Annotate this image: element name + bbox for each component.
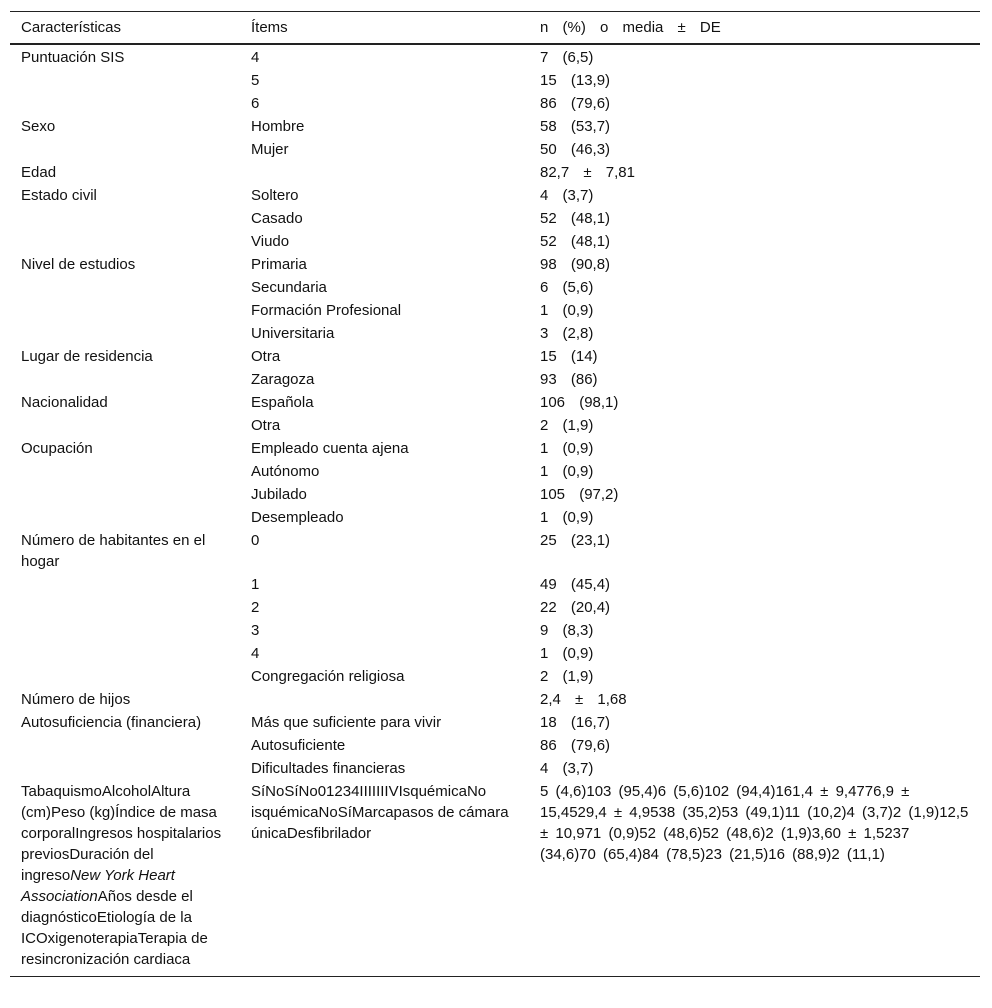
table-row — [10, 367, 980, 390]
table-row — [10, 44, 980, 68]
table-row — [10, 687, 980, 710]
cell-value: 3 (2,8) — [540, 325, 594, 342]
cell-characteristic — [10, 641, 240, 664]
cell-item: Primaria — [251, 256, 307, 273]
characteristics-table — [10, 11, 980, 977]
cell-value: 52 (48,1) — [540, 210, 611, 227]
cell-characteristic: Ocupación — [21, 440, 93, 457]
cell-value: 49 (45,4) — [540, 576, 611, 593]
cell-characteristic: Estado civil — [21, 187, 97, 204]
cell-characteristic — [10, 206, 240, 229]
cell-value: 9 (8,3) — [540, 622, 594, 639]
cell-value: 86 (79,6) — [540, 95, 611, 112]
cell-value: 1 (0,9) — [540, 645, 594, 662]
cell-item: Zaragoza — [251, 371, 315, 388]
cell-characteristic — [10, 572, 240, 595]
cell-item: 4 — [251, 49, 260, 66]
table-row — [10, 482, 980, 505]
characteristics-table-container — [10, 11, 980, 977]
cell-characteristic — [10, 482, 240, 505]
cell-item: Otra — [251, 417, 281, 434]
table-row — [10, 641, 980, 664]
table-row — [10, 390, 980, 413]
cell-value: 1 (0,9) — [540, 463, 594, 480]
table-row — [10, 459, 980, 482]
cell-value: 50 (46,3) — [540, 141, 611, 158]
cell-value: 2 (1,9) — [540, 417, 594, 434]
table-row — [10, 298, 980, 321]
table-row — [10, 505, 980, 528]
cell-item: Secundaria — [251, 279, 327, 296]
cell-characteristic — [10, 137, 240, 160]
cell-item: 3 — [251, 622, 260, 639]
cell-characteristic: Edad — [21, 164, 57, 181]
cell-characteristic — [10, 68, 240, 91]
cell-value: 86 (79,6) — [540, 737, 611, 754]
cell-value: 2,4 ± 1,68 — [540, 691, 627, 708]
cell-value: 22 (20,4) — [540, 599, 611, 616]
cell-value: 52 (48,1) — [540, 233, 611, 250]
table-row — [10, 183, 980, 206]
cell-value: 15 (13,9) — [540, 72, 611, 89]
cell-value: 15 (14) — [540, 348, 598, 365]
last-char-b: Años desde el diagnósticoEtiología de la ICOxigenoterapiaTerapia de resincronización cardiaca — [21, 888, 208, 968]
table-row — [10, 252, 980, 275]
cell-characteristic: Número de habitantes en el hogar — [21, 532, 206, 570]
cell-characteristic — [10, 595, 240, 618]
cell-item: Más que suficiente para vivir — [251, 714, 442, 731]
cell-item: 4 — [251, 645, 260, 662]
cell-item: Universitaria — [251, 325, 335, 342]
cell-characteristic — [10, 367, 240, 390]
table-row — [10, 413, 980, 436]
cell-value: 105 (97,2) — [540, 486, 619, 503]
cell-characteristic: Lugar de residencia — [21, 348, 153, 365]
table-row — [10, 160, 980, 183]
header-items: Ítems — [240, 12, 529, 45]
cell-item: 6 — [251, 95, 260, 112]
cell-value: 1 (0,9) — [540, 302, 594, 319]
cell-characteristic: Nivel de estudios — [21, 256, 136, 273]
table-row — [10, 595, 980, 618]
cell-item: Autosuficiente — [251, 737, 346, 754]
cell-value: 1 (0,9) — [540, 440, 594, 457]
cell-value: 5 (4,6)103 (95,4)6 (5,6)102 (94,4)161,4 ± 9,4776,9 ± 15,4529,4 ± 4,9538 (35,2)53 (49,1)11 (10,2)4 (3,7)2 (1,9)12,5 ± 10,971 (0,9)52 (48,6)52 (48,6)2 (1,9)3,60 ± 1,5237 (34,6)70 (65,4)84 (78,5)23 (21,5)16 (88,9)2 (11,1) — [529, 779, 980, 977]
table-row — [10, 275, 980, 298]
table-row — [10, 572, 980, 595]
last-char-italic: New York Heart Association — [21, 867, 175, 905]
cell-item: 1 — [251, 576, 260, 593]
last-char-a: TabaquismoAlcoholAltura (cm)Peso (kg)Índice de masa corporalIngresos hospitalarios previosDuración del ingreso — [21, 783, 222, 884]
cell-characteristic: Sexo — [21, 118, 56, 135]
cell-item: Otra — [251, 348, 281, 365]
table-row — [10, 114, 980, 137]
table-row — [10, 733, 980, 756]
table-row — [10, 528, 980, 572]
table-row — [10, 137, 980, 160]
cell-value: 4 (3,7) — [540, 760, 594, 777]
cell-item: Empleado cuenta ajena — [251, 440, 409, 457]
cell-characteristic — [10, 91, 240, 114]
table-row — [10, 664, 980, 687]
cell-value: 93 (86) — [540, 371, 598, 388]
cell-value: 18 (16,7) — [540, 714, 611, 731]
table-row — [10, 68, 980, 91]
header-value — [529, 12, 980, 45]
cell-value: 6 (5,6) — [540, 279, 594, 296]
table-row — [10, 756, 980, 779]
cell-item: 2 — [251, 599, 260, 616]
table-row — [10, 321, 980, 344]
cell-characteristic — [10, 664, 240, 687]
cell-item: Desempleado — [251, 509, 344, 526]
table-row — [10, 229, 980, 252]
cell-item — [240, 160, 529, 183]
cell-item: SíNoSíNo01234IIIIIIIVIsquémicaNo isquémicaNoSíMarcapasos de cámara únicaDesfibrilador — [240, 779, 529, 977]
cell-value: 2 (1,9) — [540, 668, 594, 685]
cell-item: Viudo — [251, 233, 290, 250]
table-header-row — [10, 12, 980, 45]
cell-characteristic: Autosuficiencia (financiera) — [21, 714, 202, 731]
cell-item: Dificultades financieras — [251, 760, 406, 777]
cell-item: Soltero — [251, 187, 299, 204]
cell-characteristic: Número de hijos — [21, 691, 131, 708]
cell-value: 7 (6,5) — [540, 49, 594, 66]
cell-item: 0 — [251, 532, 260, 549]
cell-item: Hombre — [251, 118, 305, 135]
table-row-last — [10, 779, 980, 977]
header-characteristics: Características — [10, 12, 240, 45]
cell-characteristic — [10, 459, 240, 482]
cell-item: Jubilado — [251, 486, 307, 503]
cell-characteristic — [10, 321, 240, 344]
table-row — [10, 710, 980, 733]
cell-characteristic — [10, 756, 240, 779]
cell-value: 58 (53,7) — [540, 118, 611, 135]
cell-characteristic — [10, 779, 240, 977]
cell-item: Española — [251, 394, 314, 411]
cell-characteristic — [10, 505, 240, 528]
table-row — [10, 344, 980, 367]
table-row — [10, 206, 980, 229]
cell-characteristic — [10, 733, 240, 756]
cell-item: Formación Profesional — [251, 302, 402, 319]
cell-item — [240, 687, 529, 710]
cell-characteristic — [10, 618, 240, 641]
table-row — [10, 436, 980, 459]
cell-item: 5 — [251, 72, 260, 89]
cell-characteristic — [10, 229, 240, 252]
cell-value: 4 (3,7) — [540, 187, 594, 204]
cell-item: Autónomo — [251, 463, 320, 480]
table-row — [10, 91, 980, 114]
cell-value: 1 (0,9) — [540, 509, 594, 526]
cell-value: 106 (98,1) — [540, 394, 619, 411]
cell-characteristic — [10, 413, 240, 436]
table-row — [10, 618, 980, 641]
cell-item: Mujer — [251, 141, 289, 158]
cell-value: 25 (23,1) — [540, 532, 611, 549]
cell-characteristic: Nacionalidad — [21, 394, 108, 411]
cell-item: Congregación religiosa — [251, 668, 405, 685]
table-body — [10, 44, 980, 977]
cell-value: 82,7 ± 7,81 — [540, 164, 635, 181]
cell-characteristic — [10, 298, 240, 321]
cell-value: 98 (90,8) — [540, 256, 611, 273]
header-value-text: n (%) o media ± DE — [540, 18, 721, 36]
cell-item: Casado — [251, 210, 303, 227]
cell-characteristic: Puntuación SIS — [21, 49, 125, 66]
cell-characteristic — [10, 275, 240, 298]
